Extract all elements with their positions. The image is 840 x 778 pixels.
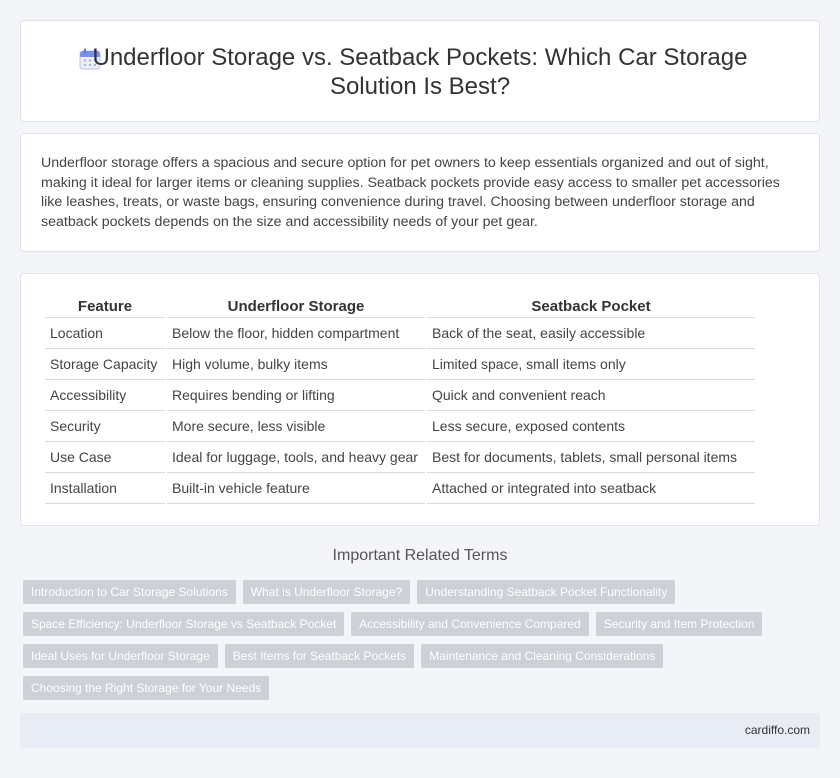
intro-card — [20, 133, 820, 252]
table-cell: Ideal for luggage, tools, and heavy gear — [167, 442, 425, 473]
table-header-row — [45, 296, 755, 318]
table-cell: Security — [45, 411, 165, 442]
related-term-link[interactable]: Choosing the Right Storage for Your Needs — [23, 676, 269, 700]
table-cell: Built-in vehicle feature — [167, 473, 425, 504]
table-cell: High volume, bulky items — [167, 349, 425, 380]
header-underfloor: Underfloor Storage — [167, 296, 425, 318]
table-cell: Limited space, small items only — [427, 349, 755, 380]
table-cell: Location — [45, 318, 165, 349]
table-cell: Storage Capacity — [45, 349, 165, 380]
table-cell: Use Case — [45, 442, 165, 473]
table-cell: Best for documents, tablets, small personal items — [427, 442, 755, 473]
table-cell: Accessibility — [45, 380, 165, 411]
related-term-link[interactable]: Understanding Seatback Pocket Functionality — [417, 580, 675, 604]
table-cell: More secure, less visible — [167, 411, 425, 442]
table-cell: Back of the seat, easily accessible — [427, 318, 755, 349]
table-row — [45, 380, 755, 411]
related-terms-list — [23, 580, 823, 700]
table-cell: Quick and convenient reach — [427, 380, 755, 411]
comparison-card — [20, 273, 820, 526]
table-cell: Below the floor, hidden compartment — [167, 318, 425, 349]
related-term-link[interactable]: Maintenance and Cleaning Considerations — [421, 644, 663, 668]
table-cell: Attached or integrated into seatback — [427, 473, 755, 504]
table-row — [45, 442, 755, 473]
related-term-link[interactable]: Best Items for Seatback Pockets — [225, 644, 414, 668]
title-card — [20, 20, 820, 122]
table-row — [45, 318, 755, 349]
table-cell: Requires bending or lifting — [167, 380, 425, 411]
header-feature: Feature — [45, 296, 165, 318]
intro-paragraph: Underfloor storage offers a spacious and secure option for pet owners to keep essentials organized and out of sight, making it ideal for larger items or cleaning supplies. Seatback pockets provide easy access to smaller pet accessories like leashes, treats, or waste bags, ensuring convenience during travel. Choosing between underfloor storage and seatback pockets depends on the size and accessibility needs of your pet gear. — [41, 155, 780, 230]
table-row — [45, 349, 755, 380]
related-terms-title: Important Related Terms — [332, 547, 508, 564]
comparison-table — [43, 296, 757, 504]
header-seatback: Seatback Pocket — [427, 296, 755, 318]
related-term-link[interactable]: Ideal Uses for Underfloor Storage — [23, 644, 218, 668]
table-cell: Less secure, exposed contents — [427, 411, 755, 442]
related-term-link[interactable]: Accessibility and Convenience Compared — [351, 612, 588, 636]
related-term-link[interactable]: Introduction to Car Storage Solutions — [23, 580, 236, 604]
table-cell: Installation — [45, 473, 165, 504]
footer-site-link[interactable]: cardiffo.com — [744, 723, 810, 737]
page-title: Underfloor Storage vs. Seatback Pockets: Which Car Storage Solution Is Best? — [92, 44, 748, 100]
related-term-link[interactable]: What is Underfloor Storage? — [243, 580, 410, 604]
table-row — [45, 473, 755, 504]
related-term-link[interactable]: Security and Item Protection — [596, 612, 763, 636]
table-row — [45, 411, 755, 442]
related-term-link[interactable]: Space Efficiency: Underfloor Storage vs Seatback Pocket — [23, 612, 344, 636]
footer — [20, 713, 820, 748]
